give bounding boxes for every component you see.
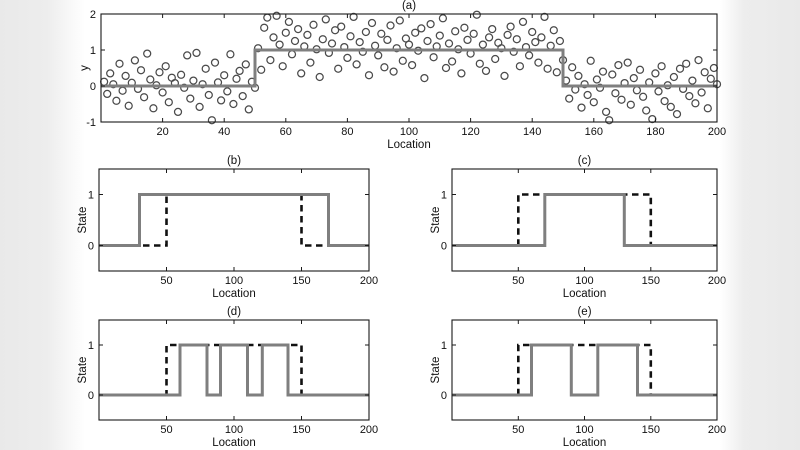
x-tick-label: 100 bbox=[224, 424, 244, 436]
x-tick-label: 100 bbox=[224, 275, 244, 287]
y-tick-label: 0 bbox=[89, 81, 96, 93]
subplot-title: (b) bbox=[226, 155, 242, 167]
x-tick-label: 100 bbox=[575, 275, 594, 287]
subplot-a bbox=[60, 0, 730, 150]
subplot-b bbox=[60, 150, 380, 300]
true-state-line bbox=[99, 345, 369, 395]
x-tick-label: 120 bbox=[461, 126, 480, 138]
subplot-title: (d) bbox=[226, 306, 242, 318]
subplot-d-svg bbox=[60, 300, 380, 450]
x-tick-label: 200 bbox=[707, 275, 727, 287]
x-tick-label: 150 bbox=[641, 424, 660, 436]
x-tick-label: 150 bbox=[641, 275, 660, 287]
scatter-points bbox=[101, 11, 721, 124]
x-axis-label: Location bbox=[212, 437, 256, 449]
subplot-d bbox=[60, 300, 380, 450]
estimated-state-line bbox=[452, 195, 717, 246]
y-axis-label: State bbox=[430, 206, 442, 234]
x-tick-label: 100 bbox=[399, 126, 419, 138]
subplot-e bbox=[412, 300, 732, 450]
subplot-a-svg bbox=[60, 0, 730, 150]
axes-box bbox=[99, 320, 369, 420]
y-axis-label: State bbox=[430, 356, 442, 384]
subplot-e-svg bbox=[412, 300, 732, 450]
x-tick-label: 200 bbox=[359, 424, 379, 436]
subplot-title: (e) bbox=[577, 306, 592, 318]
x-tick-label: 60 bbox=[279, 126, 292, 138]
x-axis-label: Location bbox=[387, 139, 431, 151]
tick-marks bbox=[452, 169, 717, 271]
estimated-state-line bbox=[99, 345, 369, 395]
subplot-c bbox=[412, 150, 732, 300]
y-tick-label: 1 bbox=[89, 45, 96, 57]
y-axis-label: State bbox=[77, 206, 89, 234]
x-tick-label: 150 bbox=[292, 275, 311, 287]
y-tick-label: 1 bbox=[440, 340, 447, 352]
y-tick-label: 0 bbox=[440, 240, 447, 253]
x-tick-label: 50 bbox=[160, 275, 173, 287]
y-tick-label: 1 bbox=[87, 189, 94, 202]
y-axis-label: y bbox=[79, 65, 91, 71]
x-tick-label: 200 bbox=[707, 126, 727, 138]
subplot-title: (c) bbox=[577, 155, 592, 167]
true-state-line bbox=[452, 195, 717, 246]
x-tick-label: 50 bbox=[160, 424, 173, 436]
subplot-c-svg bbox=[412, 150, 732, 300]
y-tick-label: 0 bbox=[87, 390, 94, 402]
x-tick-label: 100 bbox=[575, 424, 594, 436]
x-tick-label: 40 bbox=[218, 126, 231, 138]
tick-marks bbox=[99, 320, 369, 420]
x-tick-label: 20 bbox=[156, 126, 169, 138]
y-tick-label: 2 bbox=[89, 9, 96, 21]
x-tick-label: 180 bbox=[646, 126, 665, 138]
y-tick-label: -1 bbox=[86, 117, 96, 129]
x-tick-label: 160 bbox=[584, 126, 603, 138]
x-tick-label: 80 bbox=[341, 126, 354, 138]
estimated-state-line bbox=[452, 345, 717, 395]
y-tick-label: 1 bbox=[440, 189, 447, 202]
y-axis-label: State bbox=[77, 356, 89, 384]
x-axis-label: Location bbox=[562, 288, 607, 300]
subplot-b-svg bbox=[60, 150, 380, 300]
y-tick-label: 0 bbox=[440, 390, 447, 402]
x-tick-label: 140 bbox=[523, 126, 542, 138]
x-axis-label: Location bbox=[562, 437, 607, 449]
axes-box bbox=[452, 169, 717, 271]
true-state-line bbox=[452, 345, 717, 395]
subplot-title: (a) bbox=[401, 0, 417, 12]
tick-marks bbox=[452, 320, 717, 420]
y-tick-label: 0 bbox=[87, 240, 94, 253]
x-tick-label: 200 bbox=[359, 275, 379, 287]
x-axis-label: Location bbox=[212, 288, 256, 300]
estimated-state-line bbox=[99, 195, 369, 246]
right-margin-panel bbox=[720, 0, 800, 450]
x-tick-label: 150 bbox=[292, 424, 311, 436]
x-tick-label: 200 bbox=[707, 424, 727, 436]
x-tick-label: 50 bbox=[512, 275, 525, 287]
tick-marks bbox=[101, 14, 717, 122]
y-tick-label: 1 bbox=[87, 340, 94, 352]
axes-box bbox=[101, 14, 717, 122]
x-tick-label: 50 bbox=[512, 424, 525, 436]
axes-box bbox=[452, 320, 717, 420]
